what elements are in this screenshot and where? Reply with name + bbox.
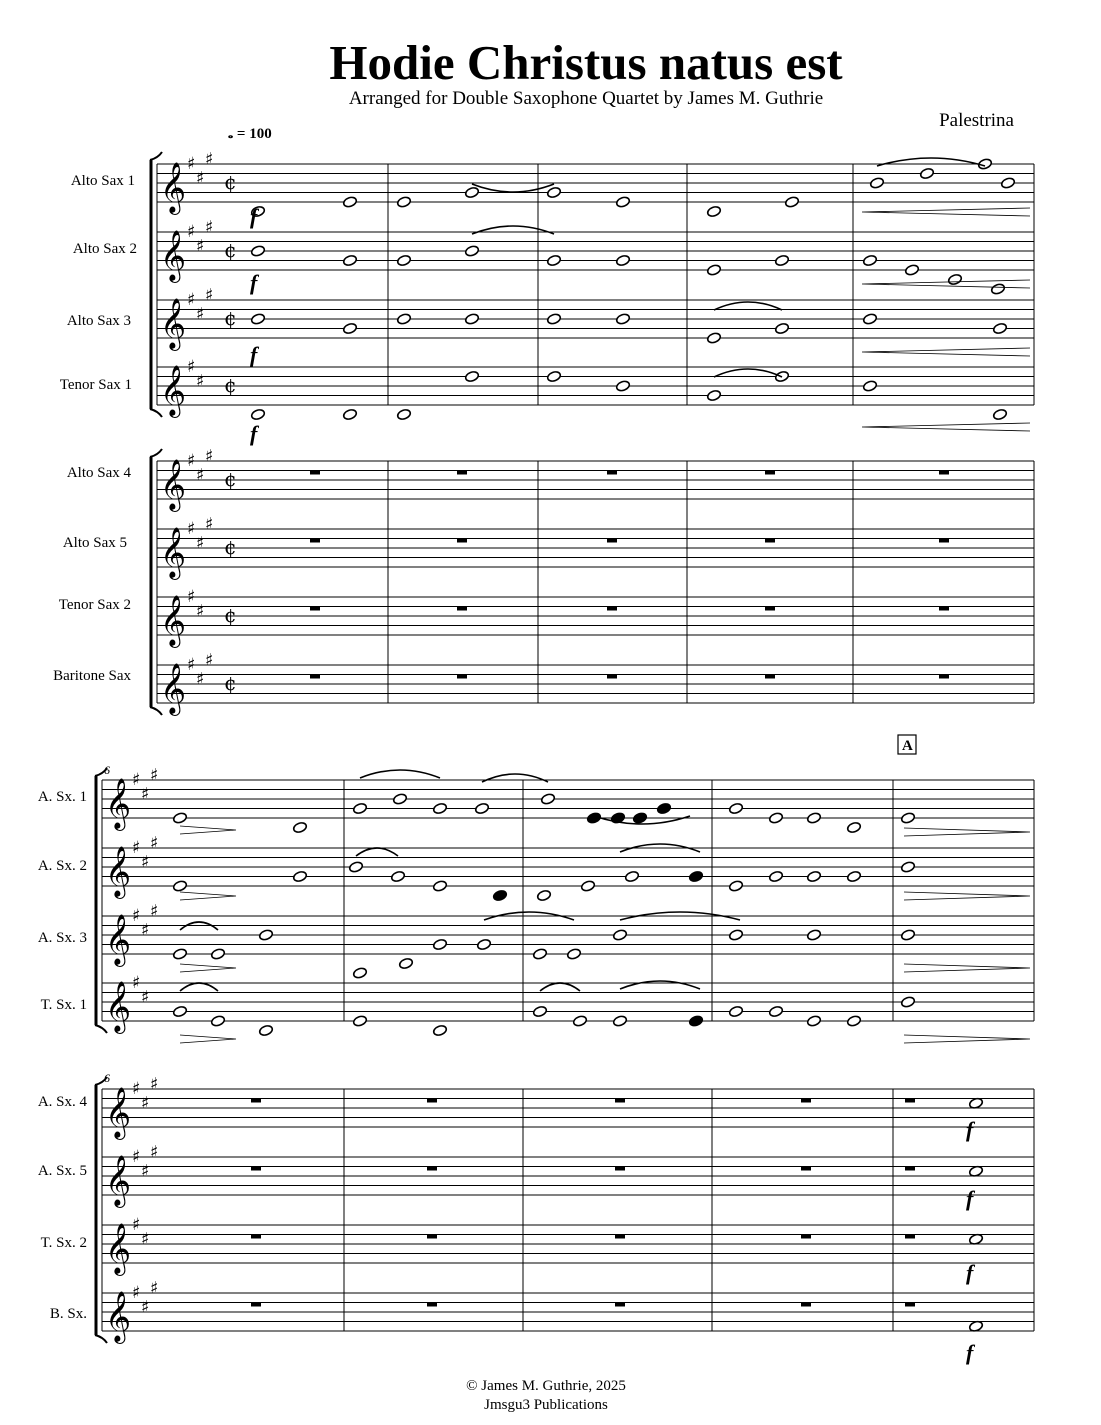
- sharp-icon: ♯: [150, 765, 159, 786]
- instrument-label: A. Sx. 5: [37, 1163, 87, 1179]
- instrument-label: Tenor Sax 1: [59, 377, 132, 393]
- slur: [877, 158, 985, 166]
- notehead: [806, 929, 821, 942]
- instrument-label: T. Sx. 2: [40, 1235, 87, 1251]
- notehead: [728, 929, 743, 942]
- treble-clef-icon: 𝄞: [160, 595, 187, 646]
- whole-rest-icon: [905, 1235, 915, 1239]
- copyright-text: © James M. Guthrie, 2025: [466, 1378, 626, 1394]
- whole-rest-icon: [765, 675, 775, 679]
- notehead: [348, 861, 363, 874]
- sharp-icon: ♯: [132, 770, 141, 790]
- whole-rest-icon: [801, 1235, 811, 1239]
- whole-rest-icon: [905, 1099, 915, 1103]
- sharp-icon: ♯: [187, 655, 196, 675]
- notehead: [396, 254, 411, 267]
- instrument-label: Alto Sax 4: [66, 465, 131, 481]
- treble-clef-icon: 𝄞: [160, 527, 187, 578]
- cut-time-icon: ¢: [224, 671, 237, 695]
- notehead: [464, 245, 479, 258]
- notehead: [580, 880, 595, 893]
- notehead: [566, 948, 581, 961]
- slur: [620, 981, 700, 989]
- hairpin: [904, 1035, 1030, 1043]
- notehead: [632, 812, 647, 825]
- treble-clef-icon: 𝄞: [105, 1087, 132, 1138]
- notehead: [390, 870, 405, 883]
- notehead: [250, 245, 265, 258]
- notehead: [474, 802, 489, 815]
- hairpin: [904, 892, 1030, 900]
- treble-clef-icon: 𝄞: [105, 1223, 132, 1274]
- notehead: [656, 802, 671, 815]
- notehead: [706, 205, 721, 218]
- instrument-label: A. Sx. 4: [37, 1094, 87, 1110]
- notehead: [532, 1005, 547, 1018]
- notehead: [774, 254, 789, 267]
- notehead: [342, 322, 357, 335]
- notehead: [869, 177, 884, 190]
- instrument-label: Alto Sax 1: [70, 173, 135, 189]
- whole-rest-icon: [251, 1303, 261, 1307]
- notehead: [352, 967, 367, 980]
- whole-rest-icon: [801, 1167, 811, 1171]
- whole-rest-icon: [251, 1235, 261, 1239]
- sharp-icon: ♯: [132, 973, 141, 993]
- whole-rest-icon: [457, 607, 467, 611]
- notehead: [546, 186, 561, 199]
- slur: [540, 983, 580, 991]
- notehead: [774, 322, 789, 335]
- sharp-icon: ♯: [141, 987, 150, 1008]
- notehead: [612, 929, 627, 942]
- treble-clef-icon: 𝄞: [160, 298, 187, 349]
- dynamic-marking: f: [250, 342, 258, 367]
- notehead: [1000, 177, 1015, 190]
- notehead: [992, 322, 1007, 335]
- notehead: [900, 812, 915, 825]
- whole-rest-icon: [457, 539, 467, 543]
- treble-clef-icon: 𝄞: [160, 459, 187, 510]
- notehead: [900, 861, 915, 874]
- whole-rest-icon: [457, 471, 467, 475]
- notehead: [846, 1015, 861, 1028]
- notehead: [396, 196, 411, 209]
- hairpin: [904, 964, 1030, 972]
- sharp-icon: ♯: [196, 168, 205, 189]
- whole-rest-icon: [615, 1099, 625, 1103]
- whole-rest-icon: [765, 539, 775, 543]
- instrument-label: A. Sx. 1: [37, 789, 87, 805]
- slur: [482, 774, 548, 782]
- whole-rest-icon: [801, 1099, 811, 1103]
- notehead: [846, 870, 861, 883]
- whole-rest-icon: [939, 607, 949, 611]
- dynamic-marking: f: [966, 1260, 974, 1285]
- slur: [714, 302, 782, 310]
- notehead: [536, 889, 551, 902]
- sharp-icon: ♯: [132, 1283, 141, 1303]
- treble-clef-icon: 𝄞: [160, 663, 187, 714]
- notehead: [615, 313, 630, 326]
- notehead: [258, 929, 273, 942]
- notehead: [398, 957, 413, 970]
- notehead: [706, 264, 721, 277]
- staves: [102, 164, 1034, 1331]
- notehead: [476, 938, 491, 951]
- sharp-icon: ♯: [187, 357, 196, 377]
- notehead: [342, 408, 357, 421]
- whole-rest-icon: [607, 607, 617, 611]
- notehead: [615, 254, 630, 267]
- hairpin: [862, 208, 1030, 216]
- notehead: [728, 880, 743, 893]
- notehead: [258, 1024, 273, 1037]
- sharp-icon: ♯: [205, 446, 214, 467]
- notehead: [706, 389, 721, 402]
- sharp-icon: ♯: [196, 304, 205, 325]
- whole-rest-icon: [615, 1235, 625, 1239]
- rehearsal-mark: A: [902, 738, 913, 754]
- instrument-label: T. Sx. 1: [40, 997, 87, 1013]
- notehead: [464, 313, 479, 326]
- notehead: [396, 408, 411, 421]
- notehead: [210, 948, 225, 961]
- notehead: [392, 793, 407, 806]
- slur: [360, 770, 440, 778]
- notehead: [900, 996, 915, 1009]
- hairpin: [180, 964, 236, 972]
- notehead: [688, 1015, 703, 1028]
- notehead: [784, 196, 799, 209]
- whole-rest-icon: [801, 1303, 811, 1307]
- notehead: [572, 1015, 587, 1028]
- notehead: [862, 380, 877, 393]
- cut-time-icon: ¢: [224, 373, 237, 397]
- whole-rest-icon: [607, 539, 617, 543]
- notehead: [250, 408, 265, 421]
- notehead: [947, 273, 962, 286]
- notehead: [172, 812, 187, 825]
- whole-rest-icon: [251, 1099, 261, 1103]
- treble-clef-icon: 𝄞: [105, 846, 132, 897]
- dynamic-marking: f: [250, 204, 258, 229]
- notehead: [919, 167, 934, 180]
- treble-clef-icon: 𝄞: [105, 1155, 132, 1206]
- sharp-icon: ♯: [196, 236, 205, 257]
- notehead: [464, 370, 479, 383]
- treble-clef-icon: 𝄞: [160, 365, 187, 416]
- treble-clef-icon: 𝄞: [105, 778, 132, 829]
- sharp-icon: ♯: [187, 290, 196, 310]
- notehead: [862, 254, 877, 267]
- page-subtitle: Arranged for Double Saxophone Quartet by James M. Guthrie: [348, 88, 824, 109]
- composer-credit: Palestrina: [939, 110, 1014, 131]
- whole-rest-icon: [310, 539, 320, 543]
- instrument-label: Baritone Sax: [53, 668, 131, 684]
- sharp-icon: ♯: [141, 1093, 150, 1114]
- notehead: [172, 1005, 187, 1018]
- sharp-icon: ♯: [205, 149, 214, 170]
- notehead: [396, 313, 411, 326]
- notehead: [546, 370, 561, 383]
- sharp-icon: ♯: [196, 601, 205, 622]
- sharp-icon: ♯: [205, 514, 214, 535]
- cut-time-icon: ¢: [224, 306, 237, 330]
- dynamic-marking: f: [250, 270, 258, 295]
- bracket-hook: [150, 449, 162, 457]
- notehead: [464, 186, 479, 199]
- dynamic-marking: f: [966, 1340, 974, 1365]
- notehead: [688, 870, 703, 883]
- cut-time-icon: ¢: [224, 535, 237, 559]
- treble-clef-icon: 𝄞: [105, 1291, 132, 1342]
- sharp-icon: ♯: [205, 217, 214, 238]
- sharp-icon: ♯: [196, 533, 205, 554]
- hairpin: [862, 348, 1030, 356]
- cut-time-icon: ¢: [224, 170, 237, 194]
- notehead: [172, 948, 187, 961]
- notehead: [990, 283, 1005, 296]
- dynamic-marking: f: [966, 1186, 974, 1211]
- dynamic-marking: f: [250, 421, 258, 446]
- instrument-label: Alto Sax 5: [62, 535, 127, 551]
- sharp-icon: ♯: [141, 1297, 150, 1318]
- publisher-text: Jmsgu3 Publications: [484, 1397, 608, 1413]
- sharp-icon: ♯: [141, 920, 150, 941]
- tempo-value: = 100: [236, 126, 272, 142]
- whole-rest-icon: [765, 607, 775, 611]
- notehead: [806, 1015, 821, 1028]
- sharp-icon: ♯: [132, 1147, 141, 1167]
- notehead: [728, 802, 743, 815]
- hairpin: [180, 826, 236, 834]
- treble-clef-icon: 𝄞: [160, 230, 187, 281]
- whole-rest-icon: [615, 1303, 625, 1307]
- notehead: [900, 929, 915, 942]
- sharp-icon: ♯: [187, 587, 196, 607]
- notehead: [432, 880, 447, 893]
- notehead: [615, 380, 630, 393]
- whole-rest-icon: [615, 1167, 625, 1171]
- sharp-icon: ♯: [196, 465, 205, 486]
- treble-clef-icon: 𝄞: [105, 914, 132, 965]
- notehead: [546, 313, 561, 326]
- notehead: [352, 1015, 367, 1028]
- notehead: [492, 889, 507, 902]
- notehead: [806, 870, 821, 883]
- measure-number: 6: [104, 763, 110, 777]
- sharp-icon: ♯: [150, 1142, 159, 1163]
- notehead: [250, 313, 265, 326]
- sharp-icon: ♯: [150, 1074, 159, 1095]
- sharp-icon: ♯: [150, 901, 159, 922]
- notehead: [612, 1015, 627, 1028]
- slur: [472, 184, 554, 192]
- sharp-icon: ♯: [187, 222, 196, 242]
- instrument-label: A. Sx. 2: [37, 858, 87, 874]
- whole-rest-icon: [310, 675, 320, 679]
- whole-rest-icon: [939, 539, 949, 543]
- notehead: [768, 812, 783, 825]
- sharp-icon: ♯: [205, 650, 214, 671]
- instrument-label: Tenor Sax 2: [58, 597, 131, 613]
- instrument-label: B. Sx.: [49, 1306, 87, 1322]
- whole-rest-icon: [905, 1303, 915, 1307]
- page-title: Hodie Christus natus est: [329, 35, 843, 90]
- sharp-icon: ♯: [132, 838, 141, 858]
- slur: [714, 369, 782, 377]
- notehead: [540, 793, 555, 806]
- notehead: [432, 1024, 447, 1037]
- whole-rest-icon: [939, 471, 949, 475]
- notehead: [342, 254, 357, 267]
- notehead: [210, 1015, 225, 1028]
- bracket-hook: [150, 152, 162, 160]
- sharp-icon: ♯: [132, 1215, 141, 1235]
- whole-rest-icon: [427, 1099, 437, 1103]
- sharp-icon: ♯: [132, 1079, 141, 1099]
- sharp-icon: ♯: [132, 906, 141, 926]
- slur: [472, 226, 554, 234]
- dynamic-marking: f: [966, 1117, 974, 1142]
- notehead: [432, 938, 447, 951]
- notehead: [342, 196, 357, 209]
- notehead: [806, 812, 821, 825]
- whole-rest-icon: [457, 675, 467, 679]
- notehead: [172, 880, 187, 893]
- hairpin: [862, 423, 1030, 431]
- sharp-icon: ♯: [141, 1161, 150, 1182]
- notehead: [728, 1005, 743, 1018]
- notehead: [292, 821, 307, 834]
- whole-rest-icon: [765, 471, 775, 475]
- notehead: [292, 870, 307, 883]
- sharp-icon: ♯: [141, 1229, 150, 1250]
- sharp-icon: ♯: [150, 833, 159, 854]
- whole-rest-icon: [427, 1303, 437, 1307]
- slur: [180, 983, 218, 991]
- cut-time-icon: ¢: [224, 238, 237, 262]
- hairpin: [180, 1035, 236, 1043]
- sharp-icon: ♯: [187, 451, 196, 471]
- notehead: [846, 821, 861, 834]
- instrument-label: A. Sx. 3: [37, 930, 87, 946]
- whole-rest-icon: [939, 675, 949, 679]
- sharp-icon: ♯: [205, 285, 214, 306]
- sharp-icon: ♯: [187, 519, 196, 539]
- notehead: [546, 254, 561, 267]
- measure-number: 6: [104, 1071, 110, 1085]
- notehead: [706, 332, 721, 345]
- rests: [251, 471, 949, 1307]
- slur: [356, 848, 398, 856]
- notehead: [768, 1005, 783, 1018]
- cut-time-icon: ¢: [224, 467, 237, 491]
- sharp-icon: ♯: [150, 1278, 159, 1299]
- sharp-icon: ♯: [187, 154, 196, 174]
- whole-rest-icon: [427, 1235, 437, 1239]
- notehead: [624, 870, 639, 883]
- hairpin: [904, 828, 1030, 836]
- whole-rest-icon: [427, 1167, 437, 1171]
- notehead: [432, 802, 447, 815]
- sharp-icon: ♯: [141, 852, 150, 873]
- whole-rest-icon: [310, 471, 320, 475]
- treble-clef-icon: 𝄞: [160, 162, 187, 213]
- notehead: [992, 408, 1007, 421]
- whole-note-icon: 𝅝: [228, 126, 234, 141]
- notehead: [862, 313, 877, 326]
- sharp-icon: ♯: [196, 669, 205, 690]
- instrument-label: Alto Sax 2: [72, 241, 137, 257]
- notehead: [768, 870, 783, 883]
- notehead: [532, 948, 547, 961]
- sharp-icon: ♯: [196, 371, 205, 392]
- instrument-label: Alto Sax 3: [66, 313, 131, 329]
- whole-rest-icon: [607, 675, 617, 679]
- whole-rest-icon: [251, 1167, 261, 1171]
- hairpin: [180, 892, 236, 900]
- sharp-icon: ♯: [141, 784, 150, 805]
- notehead: [615, 196, 630, 209]
- whole-rest-icon: [607, 471, 617, 475]
- cut-time-icon: ¢: [224, 603, 237, 627]
- barlines: [95, 152, 1034, 1343]
- whole-rest-icon: [905, 1167, 915, 1171]
- whole-rest-icon: [310, 607, 320, 611]
- notehead: [352, 802, 367, 815]
- notehead: [904, 264, 919, 277]
- treble-clef-icon: 𝄞: [105, 981, 132, 1032]
